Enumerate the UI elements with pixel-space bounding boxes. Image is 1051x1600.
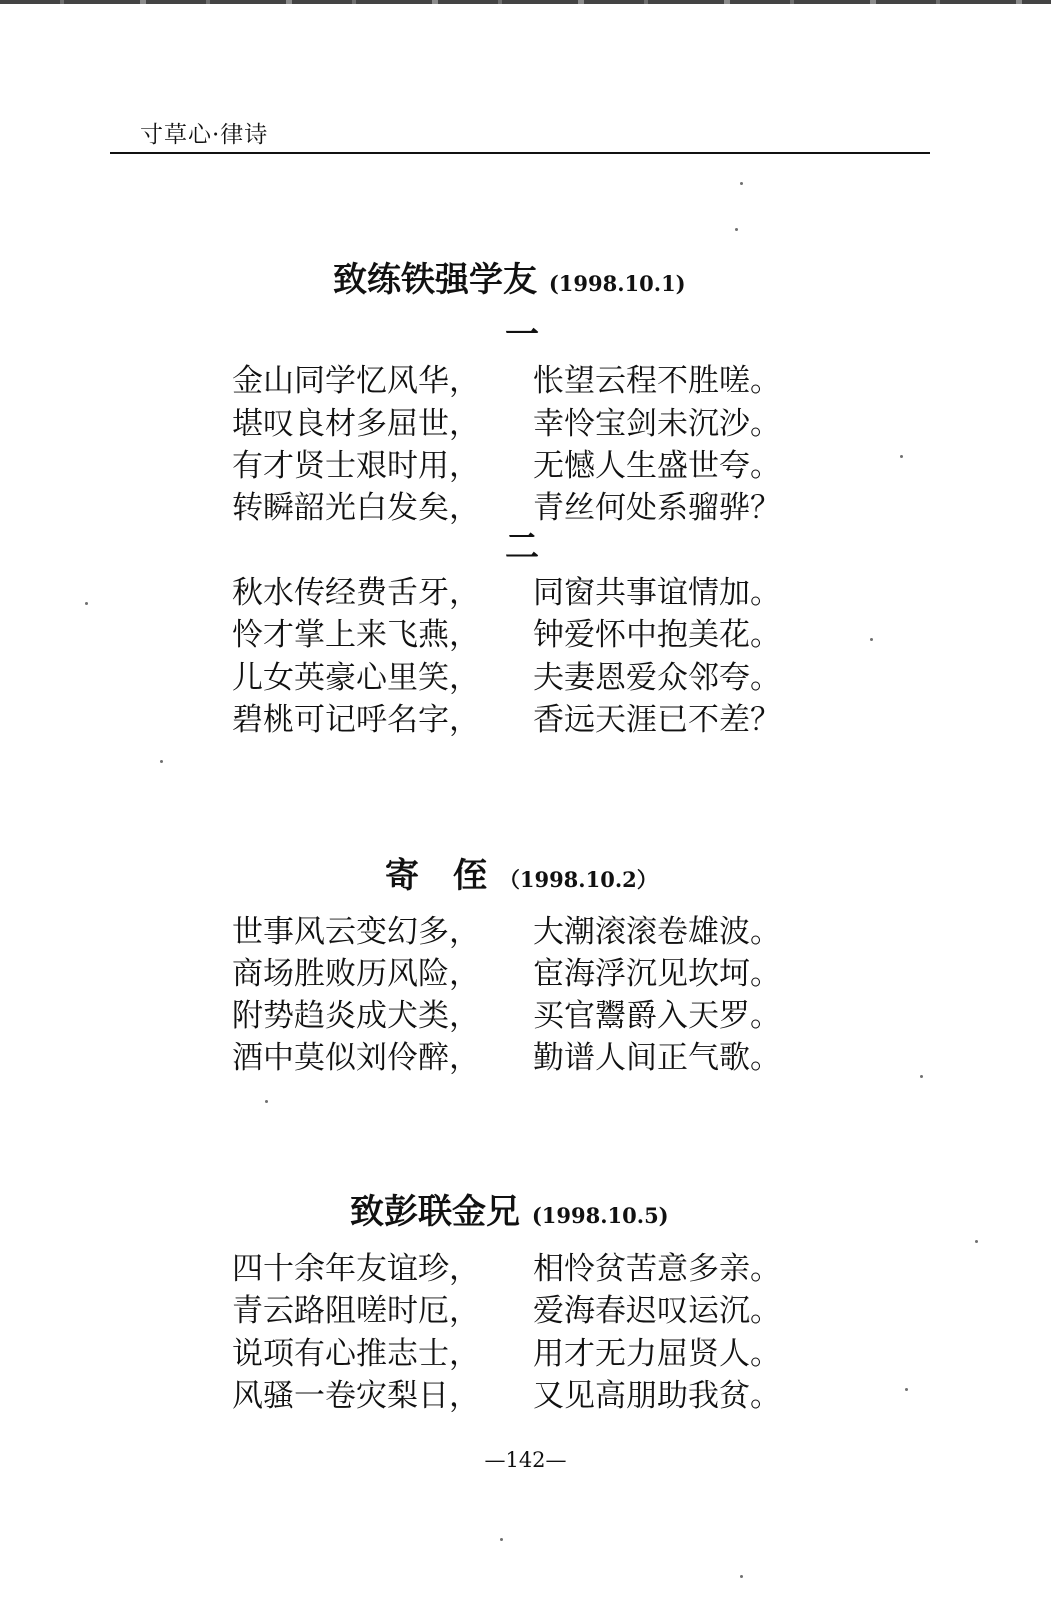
verse-line: 商场胜败历风险， bbox=[232, 956, 480, 992]
poem-date: (1998.10.5) bbox=[531, 1203, 669, 1228]
verse-line: 堪叹良材多屈世， bbox=[232, 406, 480, 442]
verse-line: 同窗共事谊情加。 bbox=[533, 575, 781, 611]
scan-speck bbox=[905, 1388, 908, 1391]
verse-line: 又见高朋助我贫。 bbox=[533, 1378, 781, 1414]
scan-speck bbox=[85, 602, 88, 605]
verse-line: 宦海浮沉见坎坷。 bbox=[533, 956, 781, 992]
verse-line: 用才无力屈贤人。 bbox=[533, 1336, 781, 1372]
verse-line: 附势趋炎成犬类， bbox=[232, 998, 480, 1034]
verse-line: 怜才掌上来飞燕， bbox=[232, 617, 480, 653]
poem-title bbox=[385, 848, 658, 897]
verse-line: 有才贤士艰时用， bbox=[232, 448, 480, 484]
scan-speck bbox=[265, 1100, 268, 1103]
poem-title bbox=[350, 1184, 669, 1233]
scan-speck bbox=[740, 182, 743, 185]
verse-line: 风骚一卷灾梨日， bbox=[232, 1378, 480, 1414]
section-number: 二 bbox=[505, 527, 539, 567]
verse-line: 幸怜宝剑未沉沙。 bbox=[533, 406, 781, 442]
poem-date: (1998.10.1) bbox=[548, 271, 686, 296]
verse-line: 怅望云程不胜嗟。 bbox=[533, 363, 781, 399]
running-header: 寸草心·律诗 bbox=[140, 122, 269, 148]
scan-speck bbox=[160, 760, 163, 763]
scan-speck bbox=[975, 1240, 978, 1243]
scan-speck bbox=[870, 638, 873, 641]
verse-line: 说项有心推志士， bbox=[232, 1336, 480, 1372]
poem-title-text: 致练铁强学友 bbox=[333, 260, 537, 300]
verse-line: 四十余年友谊珍， bbox=[232, 1251, 480, 1287]
verse-line: 世事风云变幻多， bbox=[232, 914, 480, 950]
scan-speck bbox=[920, 1075, 923, 1078]
verse-line: 青云路阻嗟时厄， bbox=[232, 1293, 480, 1329]
scan-speck bbox=[500, 1538, 503, 1541]
verse-line: 买官鬻爵入天罗。 bbox=[533, 998, 781, 1034]
scan-speck bbox=[900, 455, 903, 458]
poem-date: （1998.10.2） bbox=[498, 867, 658, 892]
scan-speck bbox=[740, 1575, 743, 1578]
section-number: 一 bbox=[505, 315, 539, 355]
verse-line: 勤谱人间正气歌。 bbox=[533, 1040, 781, 1076]
verse-line: 秋水传经费舌牙， bbox=[232, 575, 480, 611]
scan-top-edge bbox=[0, 0, 1051, 4]
verse-line: 碧桃可记呼名字， bbox=[232, 702, 480, 738]
verse-line: 转瞬韶光白发矣， bbox=[232, 490, 480, 526]
poem-title-text: 致彭联金兄 bbox=[350, 1192, 520, 1232]
verse-line: 香远天涯已不差？ bbox=[533, 702, 781, 738]
verse-line: 相怜贫苦意多亲。 bbox=[533, 1251, 781, 1287]
scan-speck bbox=[735, 228, 738, 231]
verse-line: 金山同学忆风华， bbox=[232, 363, 480, 399]
verse-line: 大潮滚滚卷雄波。 bbox=[533, 914, 781, 950]
page-number: —142— bbox=[484, 1448, 567, 1472]
poem-title-text: 寄 侄 bbox=[385, 856, 487, 896]
verse-line: 青丝何处系骝骅？ bbox=[533, 490, 781, 526]
verse-line: 无憾人生盛世夸。 bbox=[533, 448, 781, 484]
poem-title bbox=[333, 252, 686, 301]
verse-line: 夫妻恩爱众邻夸。 bbox=[533, 660, 781, 696]
verse-line: 钟爱怀中抱美花。 bbox=[533, 617, 781, 653]
verse-line: 爱海春迟叹运沉。 bbox=[533, 1293, 781, 1329]
verse-line: 儿女英豪心里笑， bbox=[232, 660, 480, 696]
verse-line: 酒中莫似刘伶醉， bbox=[232, 1040, 480, 1076]
header-rule bbox=[110, 152, 930, 154]
